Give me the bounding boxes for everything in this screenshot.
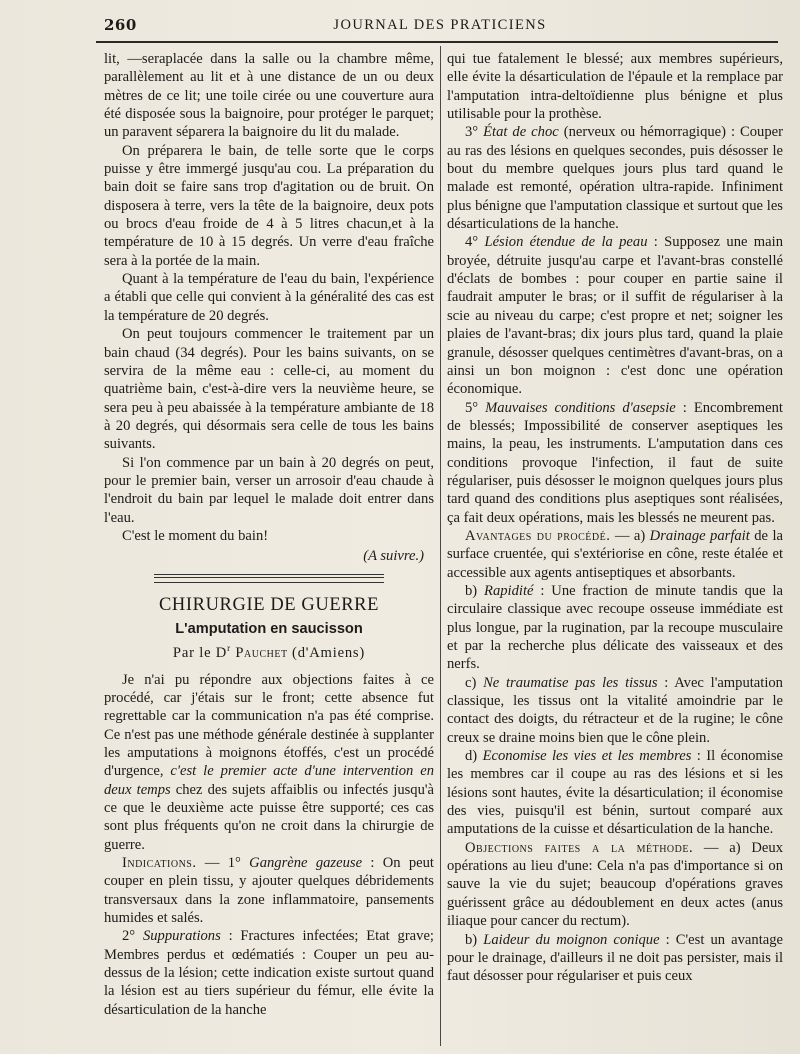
byline-sup: r [227,643,231,654]
italic-run: Ne traumatise pas les tissus [483,674,658,691]
paragraph [104,927,434,1019]
italic-run: Drainage parfait [649,527,750,544]
paragraph: On préparera le bain, de telle sorte que le corps puisse y être immergé jusqu'au cou. La préparation du bain doit se faire sans trop d'agitation ou de bruit. On disposera à terre, vers la tête de la baignoire, deux pots ou brocs d'eau froide de 4 à 5 litres chacun,et à la température de 10 à 15 degrés. Un verre d'eau fraîche sera à la portée de la main. [104,142,434,269]
text-run: 5° [465,399,486,416]
text-run: — a) Deux opérations au lieu d'une: Cela n'a pas d'importance si on sauve la vie du sujet; beaucoup d'opérations graves guérissent grâce au dédoublement en deux actes (anus iliaque pour cancer du rectum). [447,839,783,930]
text-run: Je n'ai pu répondre aux objections faites à ce procédé, car j'étais sur le front; cette absence fut regrettable car la communication n'a pas été comprise. Ce n'est pas une méthode générale destinée à supplanter les amputations à moignons étoffés, c'est un procédé d'urgence, [104,671,434,780]
section-ornament-rule [154,574,384,583]
page-number: 260 [104,16,137,34]
running-title: JOURNAL DES PRATICIENS [333,17,547,33]
column-divider [440,46,441,1046]
italic-run: État de choc [483,124,559,141]
text-run: : Il économise les membres car il coupe au ras des lésions et si les lésions sont hautes, évite la désarticulation; il économise des vies, puisqu'il est bénin, surtout comparé aux amputations de la cuisse et désarticulation de la hanche. [447,748,783,838]
italic-run: Economise les vies et les membres [482,748,692,765]
paragraph: Quant à la température de l'eau du bain, l'expérience a établi que celle qui convient à la généralité des cas est la température de 20 degrés. [104,271,434,324]
paragraph [104,671,434,854]
text-run: : Fractures infectées; Etat grave; Membres perdus et œdématiés : Couper un peu au-dessus de la lésion; cette indication existe surtout quand la lésion est au tiers supérieur du fémur, elle évite la désarticulation de la hanche [104,928,434,1018]
paragraph-lead: Avantages du procédé. [465,527,611,544]
paragraph: qui tue fatalement le blessé; aux membres supérieurs, elle évite la désarticulation de l'épaule et la remplace par l'amputation intra-deltoïdienne plus bénigne et plus utilisable pour la prothèse. [447,51,783,123]
page-header [100,14,780,40]
left-column [104,50,434,1019]
byline-prefix: Par le D [172,645,228,662]
paragraph [447,931,783,986]
paragraph [447,123,783,233]
paragraph [447,582,783,674]
text-run: : Avec l'amputation classique, les tissus ont la vitalité amoindrie par le contact des doigts, du rétracteur et de la rugine; le cône creux se draine moins bien que le cône plein. [447,674,783,746]
text-run: 4° [465,234,485,251]
text-run: : On peut couper en plein tissu, y ajouter quelques débridements transversaux dans la zone inflammatoire, pansements humides et salés. [104,854,434,926]
paragraph [447,839,783,931]
byline [104,639,434,662]
italic-run: Mauvaises conditions d'asepsie [485,399,676,416]
paragraph: Si l'on commence par un bain à 20 degrés on peut, pour le premier bain, verser un arrosoir d'eau chaude à l'endroit du bain par lequel le malade doit entrer dans l'eau. [104,454,434,526]
header-rule [96,41,778,43]
paragraph [447,747,783,839]
paragraph-lead: Objections faites a la méthode. [465,839,694,856]
text-run: : Une fraction de minute tandis que la circulaire classique avec recoupe osseuse immédiate est plus longue, par la rugination, par la recoupe musculaire et par la recherche plus délicate des vaisseaux et des nerfs. [447,582,783,673]
text-run: : Supposez une main broyée, détruite jusqu'au carpe et l'avant-bras constellé d'éclats de bombes : pour couper en partie saine il faudrait amputer le bras; or il suffit de régulariser à la scie au niveau du carpe; c'est propre et net; soigner les plaies de l'avant-bras; dix jours plus tard, quand la plaie granule, désosser quelques centimètres d'avant-bras, on a ainsi un bon moignon : c'est donc une opération économique. [447,234,783,398]
paragraph: On peut toujours commencer le traitement par un bain chaud (34 degrés). Pour les bains suivants, on se servira de la même eau : celle-ci, au moment du quatrième bain, c'est-à-dire vers la neuvième heure, se sera peu à peu abaissée à la température ambiante de 18 à 20 degrés, qui désormais sera celle de tous les bains suivants. [104,326,434,453]
italic-run: Gangrène gazeuse [249,854,363,871]
paragraph [447,399,783,527]
author-name: Pauchet [235,645,288,662]
paragraph: lit, —seraplacée dans la salle ou la chambre même, parallèlement au lit et à une distance de un ou deux mètres de ce lit; une toile cirée ou une couverture aura été disposée sous la baignoire, pour protéger le parquet; un paravent séparera la baignoire du lit du malade. [104,51,434,141]
italic-run: Rapidité [484,582,534,599]
byline-suffix: (d'Amiens) [292,645,366,662]
paragraph [104,854,434,927]
paragraph: C'est le moment du bain! [122,527,269,544]
text-run: b) [465,582,485,599]
text-run: 2° [122,928,143,945]
text-run: c) [465,674,484,691]
italic-run: c'est le premier acte d'une intervention en deux temps [104,763,434,798]
right-column [447,50,783,986]
paragraph [447,674,783,747]
article-title: L'amputation en saucisson [175,620,363,637]
italic-run: Lésion étendue de la peau [484,234,648,251]
section-title: CHIRURGIE DE GUERRE [158,594,380,615]
to-be-continued: (A suivre.) [363,548,424,565]
text-run: chez des sujets affaiblis ou infectés jusqu'à ce que le deuxième acte puisse être supporté; ces cas sont plus fréquents qu'on ne croit dans la chirurgie de guerre. [104,781,434,853]
paragraph [447,527,783,582]
text-run: — a) [610,527,650,544]
text-run: 3° [465,124,484,141]
text-run: (nerveux ou hémorragique) : Couper au ras des lésions en quelques secondes, puis désosser le bout du membre quelques jours plus tard quand le malade est remonté, opération ultra-rapide. Infiniment plus bénigne que l'amputation classique et surtout que les désarticulations de la hanche. [447,124,783,233]
text-run: — 1° [196,854,250,871]
text-run: : Encombrement de blessés; Impossibilité de conserver aseptiques les mains, la peau, les instruments. L'amputation dans ces conditions provoque l'infection, il faut de suite régulariser, puis désosser le moignon quelques jours plus tard quand des conditions plus aseptiques sont réalisées, ça fait deux opérations, mais les blessés ne meurent pas. [447,399,783,526]
text-run: : C'est un avantage pour le drainage, d'ailleurs il ne doit pas persister, mais il faut désosser pour régulariser et puis ceux [447,931,783,985]
paragraph [447,233,783,398]
italic-run: Suppurations [142,928,221,945]
paragraph-lead: Indications. [122,854,197,871]
text-run: d) [465,748,483,765]
italic-run: Laideur du moignon conique [483,931,660,948]
text-run: de la surface cruentée, qui s'extériorise en cône, reste étalée et accessible aux agents antiseptiques et absorbants. [447,527,783,581]
text-run: b) [465,931,484,948]
